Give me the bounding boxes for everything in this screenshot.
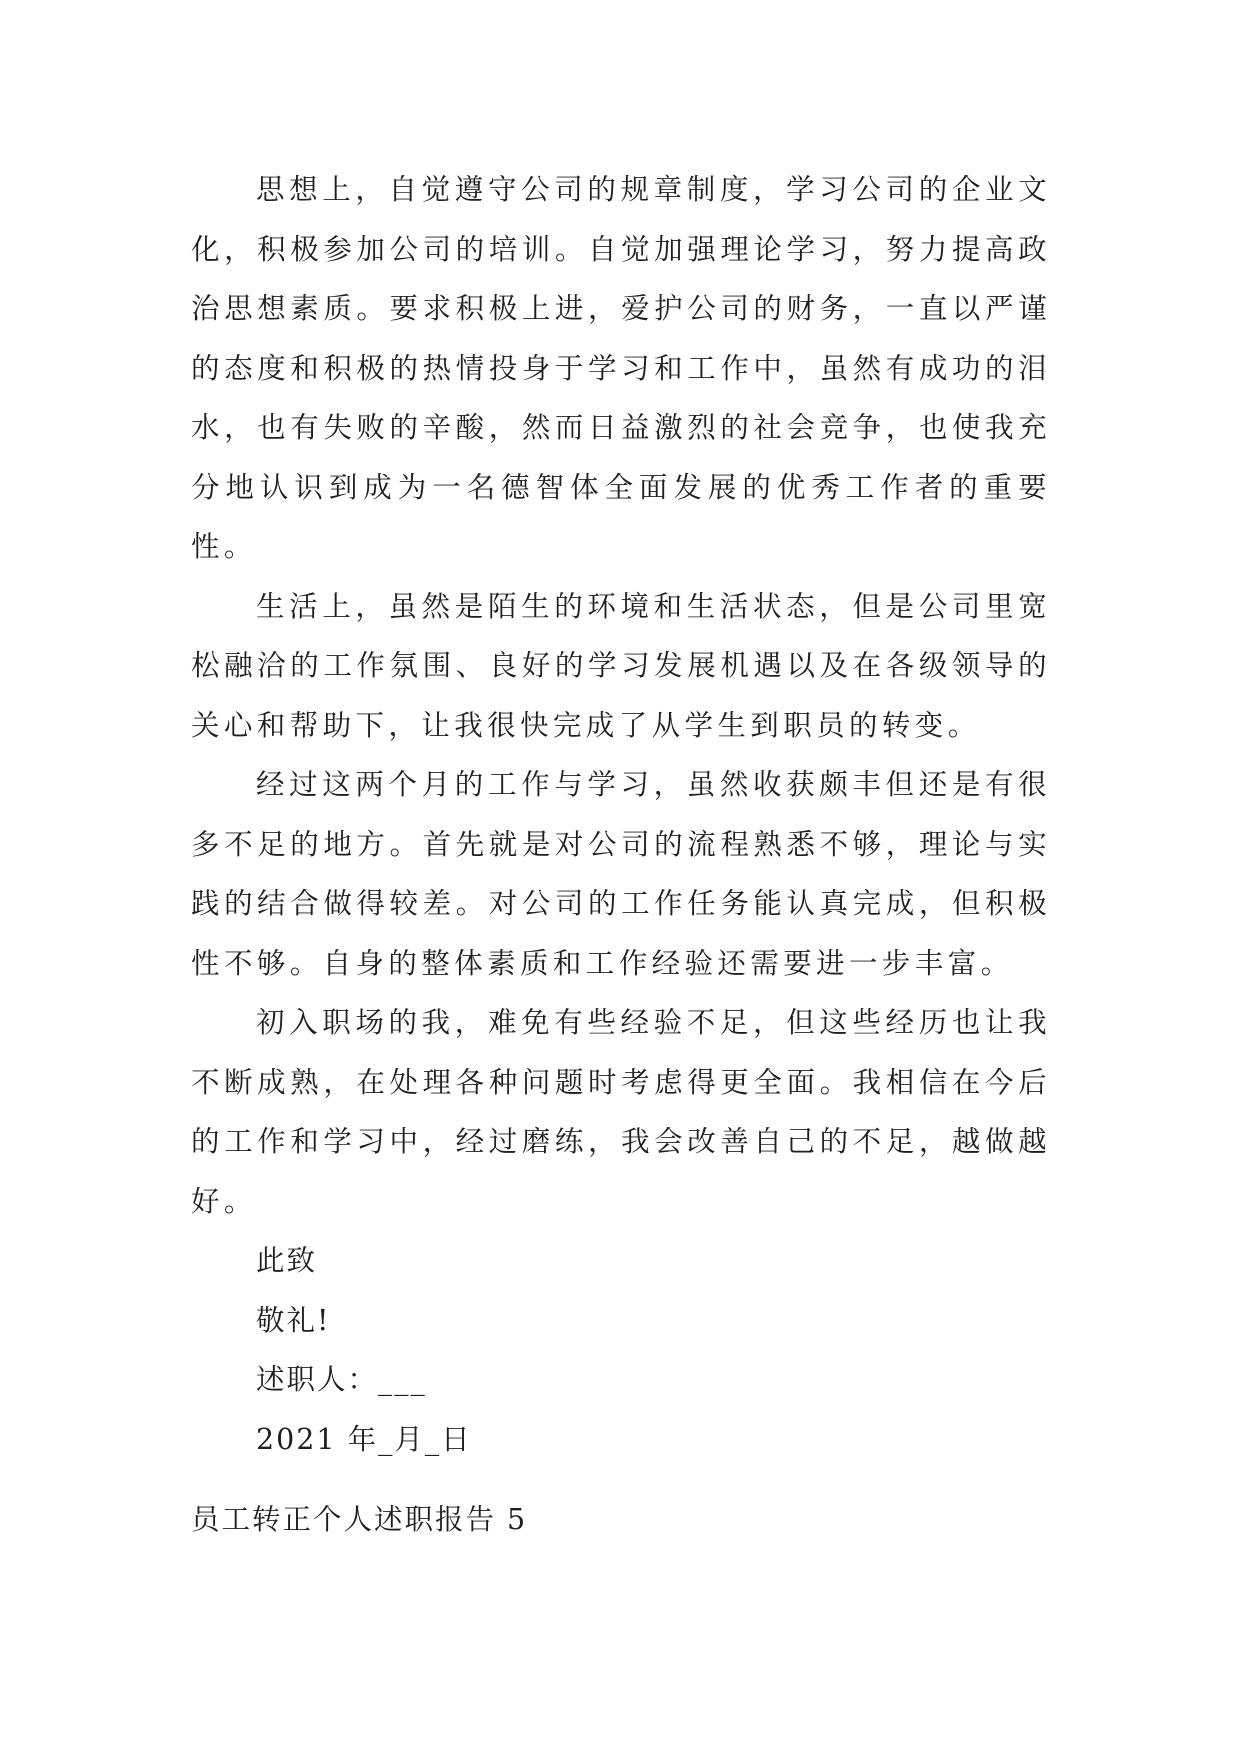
next-section-title: 员工转正个人述职报告 5 [191, 1503, 528, 1536]
signer-line: 述职人：___ [256, 1363, 427, 1396]
closing-salutation: 此致 [256, 1244, 318, 1277]
paragraph-shortcomings: 经过这两个月的工作与学习，虽然收获颇丰但还是有很多不足的地方。首先就是对公司的流程熟悉不够，理论与实践的结合做得较差。对公司的工作任务能认真完成，但积极性不够。自身的整体素质和工作经验还需要进一步丰富。 [191, 768, 1051, 980]
paragraph-ideology: 思想上，自觉遵守公司的规章制度，学习公司的企业文化，积极参加公司的培训。自觉加强理论学习，努力提高政治思想素质。要求积极上进，爱护公司的财务，一直以严谨的态度和积极的热情投身于学习和工作中，虽然有成功的泪水，也有失败的辛酸，然而日益激烈的社会竞争，也使我充分地认识到成为一名德智体全面发展的优秀工作者的重要性。 [191, 173, 1051, 563]
date-line: 2021 年_月_日 [256, 1422, 472, 1456]
paragraph-outlook: 初入职场的我，难免有些经验不足，但这些经历也让我不断成熟，在处理各种问题时考虑得更全面。我相信在今后的工作和学习中，经过磨练，我会改善自己的不足，越做越好。 [191, 1006, 1051, 1218]
document-body [191, 160, 1051, 1469]
paragraph-life: 生活上，虽然是陌生的环境和生活状态，但是公司里宽松融洽的工作氛围、良好的学习发展机遇以及在各级领导的关心和帮助下，让我很快完成了从学生到职员的转变。 [191, 589, 1051, 742]
closing-regards: 敬礼! [256, 1303, 331, 1337]
